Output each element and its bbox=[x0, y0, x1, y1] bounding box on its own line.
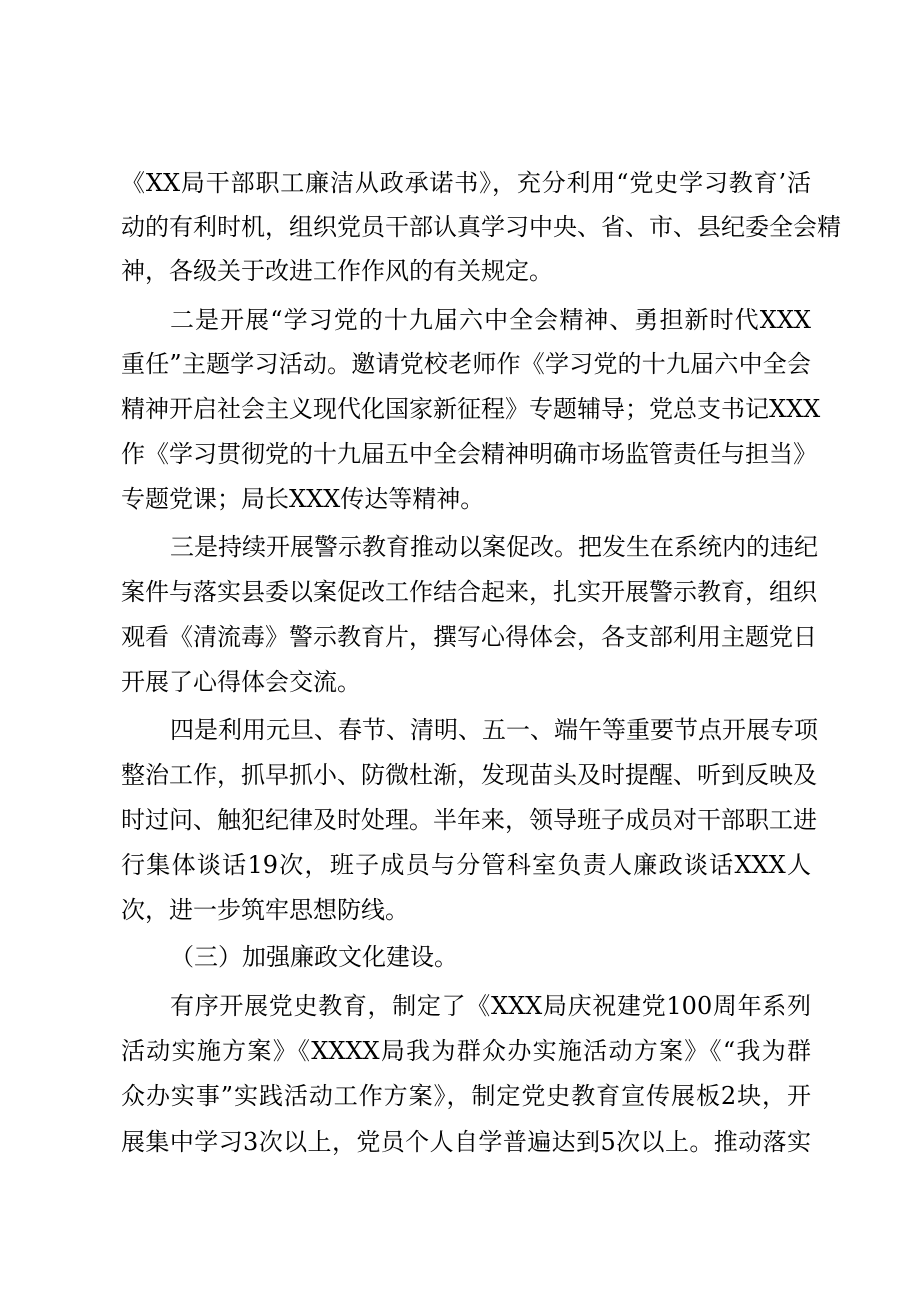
body-text-line: 时过问、触犯纪律及时处理。半年来，领导班子成员对干部职工进 bbox=[121, 806, 817, 834]
body-text-line: 动的有利时机，组织党员干部认真学习中央、省、市、县纪委全会精 bbox=[121, 213, 841, 241]
paragraph-first-line: 三是持续开展警示教育推动以案促改。把发生在系统内的违纪 bbox=[170, 533, 818, 561]
body-text-line: 重任”主题学习活动。邀请党校老师作《学习党的十九届六中全会 bbox=[121, 350, 811, 378]
body-text-line: 展集中学习3次以上，党员个人自学普遍达到5次以上。推动落实 bbox=[121, 1128, 811, 1156]
body-text-line: 作《学习贯彻党的十九届五中全会精神明确市场监管责任与担当》 bbox=[121, 440, 817, 468]
body-text-line: 《XX局干部职工廉洁从政承诺书》，充分利用“党史学习教育’活 bbox=[121, 169, 811, 197]
body-text-line: 活动实施方案》《XXXX局我为群众办实施活动方案》《“我为群 bbox=[121, 1037, 811, 1065]
body-text-line: 观看《清流毒》警示教育片，撰写心得体会，各支部利用主题党日 bbox=[121, 623, 817, 651]
body-text-line: 众办实事”实践活动工作方案》，制定党史教育宣传展板2块，开 bbox=[121, 1082, 811, 1110]
paragraph-first-line: 四是利用元旦、春节、清明、五一、端午等重要节点开展专项 bbox=[170, 716, 818, 744]
body-text-line: 整治工作，抓早抓小、防微杜渐，发现苗头及时提醒、听到反映及 bbox=[121, 761, 817, 789]
body-text-line: 精神开启社会主义现代化国家新征程》专题辅导；党总支书记XXX bbox=[121, 395, 821, 423]
body-text-line: 开展了心得体会交流。 bbox=[121, 668, 361, 696]
body-text-line: 案件与落实县委以案促改工作结合起来，扎实开展警示教育，组织 bbox=[121, 578, 817, 606]
body-text-line: 次，进一步筑牢思想防线。 bbox=[121, 896, 409, 924]
section-heading: （三）加强廉政文化建设。 bbox=[170, 943, 458, 971]
body-text-line: 专题党课；局长XXX传达等精神。 bbox=[121, 485, 485, 513]
body-text-line: 神，各级关于改进工作作风的有关规定。 bbox=[121, 257, 553, 285]
body-text-line: 行集体谈话19次，班子成员与分管科室负责人廉政谈话XXX人 bbox=[121, 851, 811, 879]
paragraph-first-line: 有序开展党史教育，制定了《XXX局庆祝建党100周年系列 bbox=[170, 992, 811, 1020]
paragraph-first-line: 二是开展“学习党的十九届六中全会精神、勇担新时代XXX bbox=[170, 306, 811, 334]
